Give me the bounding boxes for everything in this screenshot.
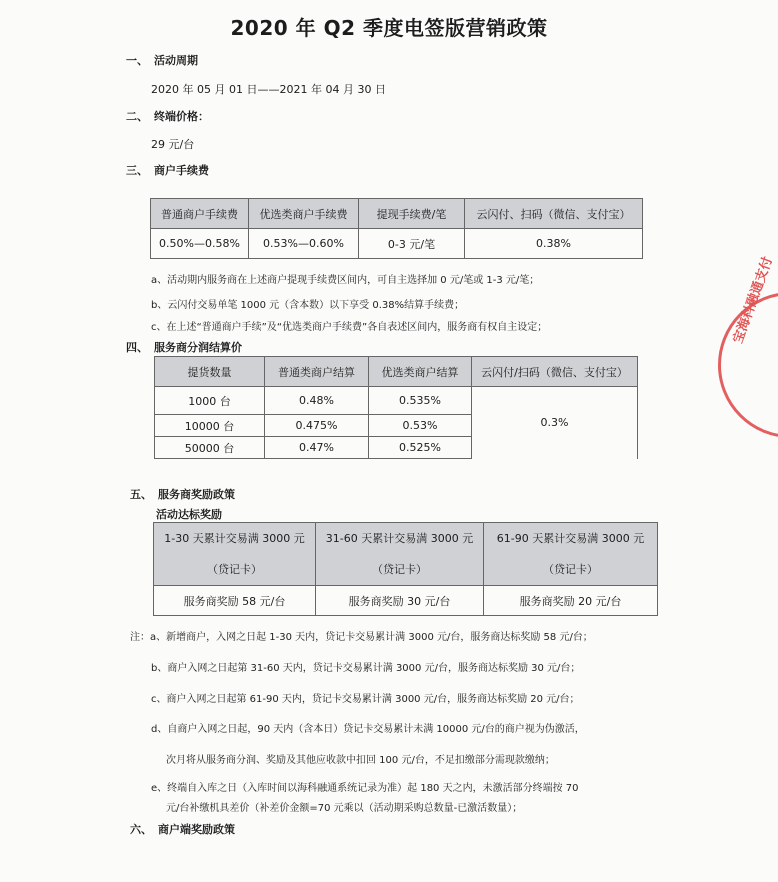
reward-amount: 服务商奖励 20 元/台 (484, 586, 658, 616)
settle-preferred: 0.535% (369, 387, 472, 415)
reward-note-d2: 次月将从服务商分润、奖励及其他应收款中扣回 100 元/台，不足扣缴部分需现款缴纳； (166, 755, 555, 766)
settle-qty: 10000 台 (155, 415, 265, 437)
settle-normal: 0.47% (265, 437, 369, 459)
company-seal (718, 254, 778, 438)
fee-cell: 0-3 元/笔 (359, 229, 465, 259)
settle-header: 普通类商户结算 (265, 357, 369, 387)
fee-header: 普通商户手续费 (151, 199, 249, 229)
section-1-number: 一、 (126, 54, 148, 67)
reward-card-type: （贷记卡） (372, 563, 427, 576)
section-6-heading (130, 821, 235, 837)
reward-header-3 (484, 523, 658, 586)
section-4-number: 四、 (126, 341, 148, 354)
section-3-heading (126, 162, 209, 178)
section-4-heading (126, 339, 242, 355)
fee-note-c: c、在上述“普通商户手续”及“优选类商户手续费”各自表述区间内，服务商有权自主设定； (151, 322, 548, 333)
settle-qty: 50000 台 (155, 437, 265, 459)
settle-qty: 1000 台 (155, 387, 265, 415)
terminal-price: 29 元/台 (151, 138, 195, 151)
fee-note-b: b、云闪付交易单笔 1000 元（含本数）以下享受 0.38%结算手续费； (151, 300, 465, 311)
reward-note-c: c、商户入网之日起第 61-90 天内，贷记卡交易累计满 3000 元/台，服务商达标奖励 20 元/台； (151, 694, 580, 705)
reward-card-type: （贷记卡） (207, 563, 262, 576)
reward-card-type: （贷记卡） (543, 563, 598, 576)
seal-text: 宝海科融通支付 (730, 254, 776, 346)
section-3-number: 三、 (126, 164, 148, 177)
section-2-number: 二、 (126, 110, 148, 123)
section-2-label: 终端价格： (154, 110, 209, 123)
section-2-heading (126, 108, 209, 124)
section-4-label: 服务商分润结算价 (154, 341, 242, 354)
fee-header: 云闪付、扫码（微信、支付宝） (465, 199, 643, 229)
fee-note-a: a、活动期内服务商在上述商户提现手续费区间内，可自主选择加 0 元/笔或 1-3 元/笔； (151, 275, 540, 286)
settle-preferred: 0.53% (369, 415, 472, 437)
section-3-label: 商户手续费 (154, 164, 209, 177)
section-5-number: 五、 (130, 488, 152, 501)
reward-table (153, 522, 658, 616)
reward-note-e1: e、终端自入库之日（入库时间以海科融通系统记录为准）起 180 天之内，未激活部分终端按 70 (151, 783, 579, 794)
reward-header-2 (316, 523, 484, 586)
reward-condition: 31-60 天累计交易满 3000 元 (325, 532, 474, 545)
fee-cell: 0.38% (465, 229, 643, 259)
section-5-label: 服务商奖励政策 (158, 488, 235, 501)
section-6-number: 六、 (130, 823, 152, 836)
settle-header: 提货数量 (155, 357, 265, 387)
fee-header: 优选类商户手续费 (249, 199, 359, 229)
reward-header-1 (154, 523, 316, 586)
reward-amount: 服务商奖励 30 元/台 (316, 586, 484, 616)
settle-qr-rate: 0.3% (472, 387, 638, 459)
activity-period: 2020 年 05 月 01 日——2021 年 04 月 30 日 (151, 83, 386, 96)
section-1-label: 活动周期 (154, 54, 198, 67)
section-5-subheading: 活动达标奖励 (156, 508, 222, 521)
reward-condition: 61-90 天累计交易满 3000 元 (496, 532, 645, 545)
merchant-fee-table (150, 198, 643, 259)
settle-header: 云闪付/扫码（微信、支付宝） (472, 357, 638, 387)
settle-normal: 0.475% (265, 415, 369, 437)
reward-note-e2: 元/台补缴机具差价（补差价金额=70 元乘以（活动期采购总数量-已激活数量）； (166, 803, 523, 814)
settle-header: 优选类商户结算 (369, 357, 472, 387)
fee-cell: 0.53%—0.60% (249, 229, 359, 259)
settle-preferred: 0.525% (369, 437, 472, 459)
fee-header: 提现手续费/笔 (359, 199, 465, 229)
section-6-label: 商户端奖励政策 (158, 823, 235, 836)
fee-cell: 0.50%—0.58% (151, 229, 249, 259)
settle-normal: 0.48% (265, 387, 369, 415)
page-title: 2020 年 Q2 季度电签版营销政策 (230, 16, 548, 40)
reward-note-a: 注：a、新增商户，入网之日起 1-30 天内，贷记卡交易累计满 3000 元/台，服务商达标奖励 58 元/台； (130, 632, 593, 643)
reward-amount: 服务商奖励 58 元/台 (154, 586, 316, 616)
reward-note-d1: d、自商户入网之日起，90 天内（含本日）贷记卡交易累计未满 10000 元/台的商户视为伪激活， (151, 724, 585, 735)
reward-note-b: b、商户入网之日起第 31-60 天内，贷记卡交易累计满 3000 元/台，服务商达标奖励 30 元/台； (151, 663, 581, 674)
profit-settlement-table (154, 356, 638, 459)
reward-condition: 1-30 天累计交易满 3000 元 (164, 532, 305, 545)
section-5-heading (130, 486, 235, 502)
section-1-heading (126, 52, 198, 68)
